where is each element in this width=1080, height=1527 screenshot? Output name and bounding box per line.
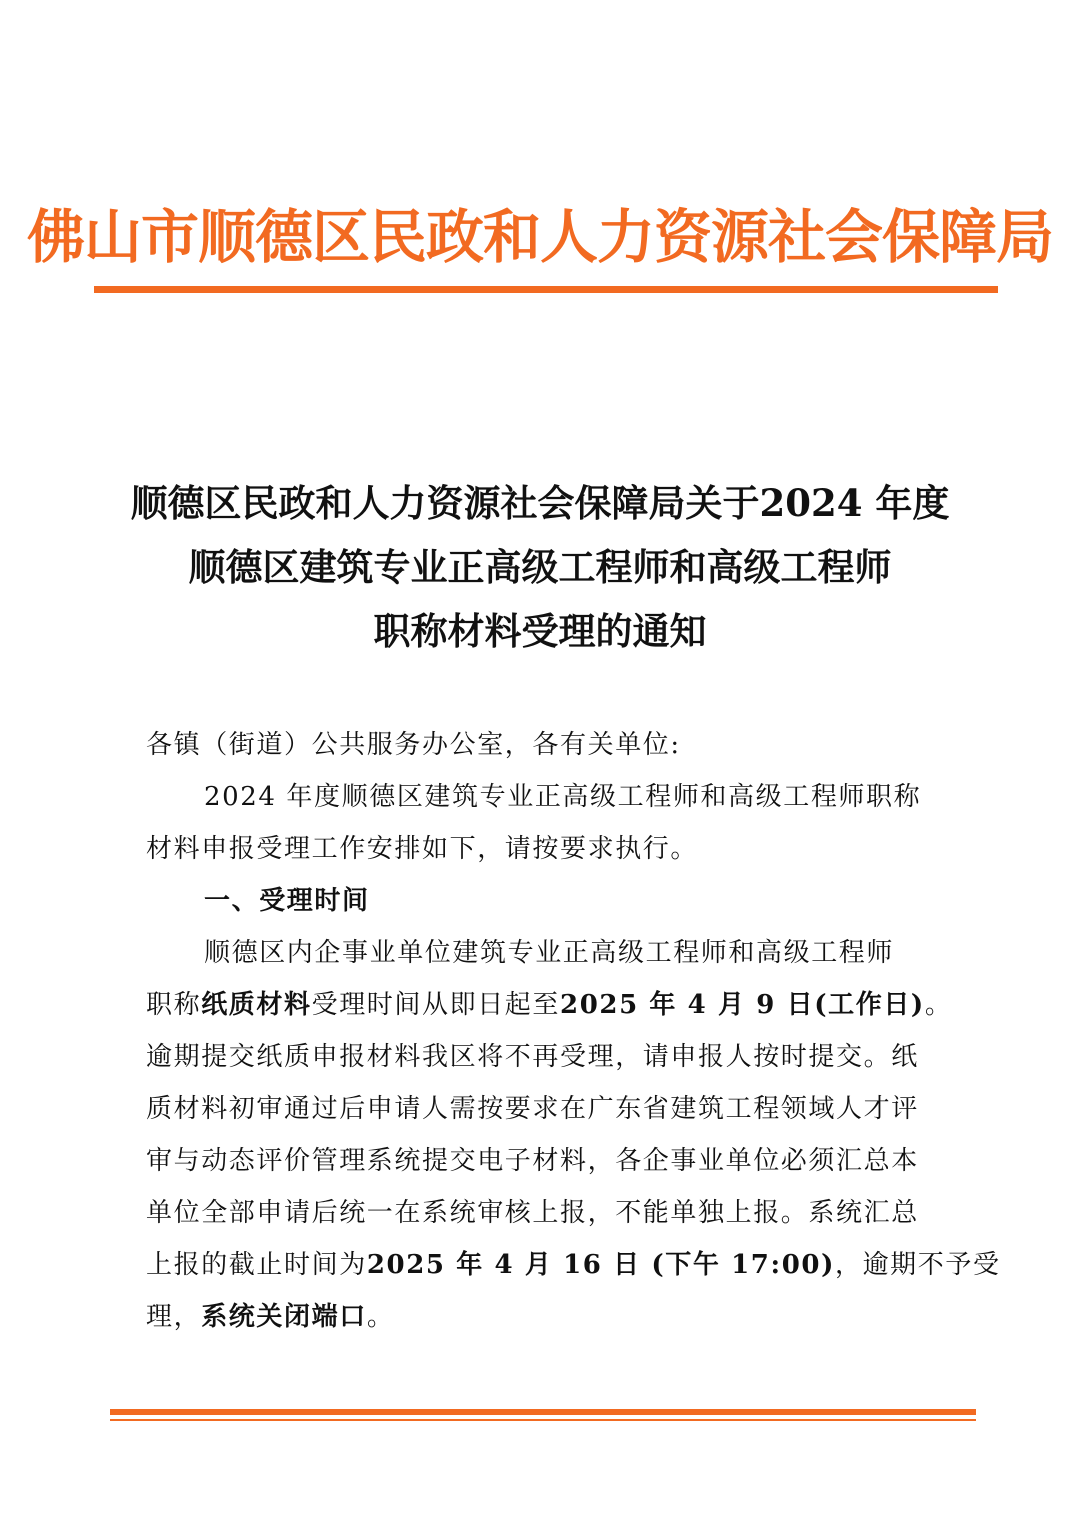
text-segment: 上报的截止时间为	[146, 1250, 367, 1280]
text-segment: 受理时间从即日起至	[311, 990, 561, 1020]
footer-divider-thick	[110, 1409, 976, 1415]
text-segment: ，逾期不予受	[834, 1250, 1001, 1280]
notice-title-line-3: 职称材料受理的通知	[373, 609, 707, 653]
paragraph-line-3: 逾期提交纸质申报材料我区将不再受理，请申报人按时提交。纸	[146, 1042, 919, 1072]
text-segment: 。	[924, 990, 953, 1020]
masthead-title: 佛山市顺德区民政和人力资源社会保障局	[26, 203, 1053, 271]
emphasis-deadline-paper: 2025 年 4 月 9 日(工作日)	[560, 990, 925, 1020]
paragraph-line-7	[146, 1248, 1001, 1282]
text-segment: 职称	[146, 990, 202, 1020]
notice-title-line-2: 顺德区建筑专业正高级工程师和高级工程师	[188, 545, 892, 589]
intro-line-2: 材料申报受理工作安排如下，请按要求执行。	[146, 834, 699, 864]
emphasis-paper-materials: 纸质材料	[201, 990, 312, 1020]
section-heading: 一、受理时间	[204, 886, 370, 916]
paragraph-line-8	[146, 1300, 946, 1334]
paragraph-line-5: 审与动态评价管理系统提交电子材料，各企事业单位必须汇总本	[146, 1146, 919, 1176]
text-segment: 。	[366, 1302, 395, 1332]
emphasis-deadline-system: 2025 年 4 月 16 日 (下午 17:00)	[366, 1250, 835, 1280]
salutation: 各镇（街道）公共服务办公室，各有关单位:	[146, 730, 681, 760]
paragraph-line-1: 顺德区内企事业单位建筑专业正高级工程师和高级工程师	[204, 938, 895, 968]
paragraph-line-6: 单位全部申请后统一在系统审核上报，不能单独上报。系统汇总	[146, 1198, 919, 1228]
footer-divider-thin	[110, 1419, 976, 1421]
intro-line-1: 2024 年度顺德区建筑专业正高级工程师和高级工程师职称	[204, 782, 922, 812]
paragraph-line-4: 质材料初审通过后申请人需按要求在广东省建筑工程领域人才评	[146, 1094, 919, 1124]
emphasis-system-closed: 系统关闭端口	[201, 1302, 367, 1332]
header-divider	[94, 286, 998, 293]
paragraph-line-2	[146, 988, 953, 1022]
notice-title-line-1: 顺德区民政和人力资源社会保障局关于2024 年度	[130, 481, 950, 525]
text-segment: 理，	[146, 1302, 202, 1332]
